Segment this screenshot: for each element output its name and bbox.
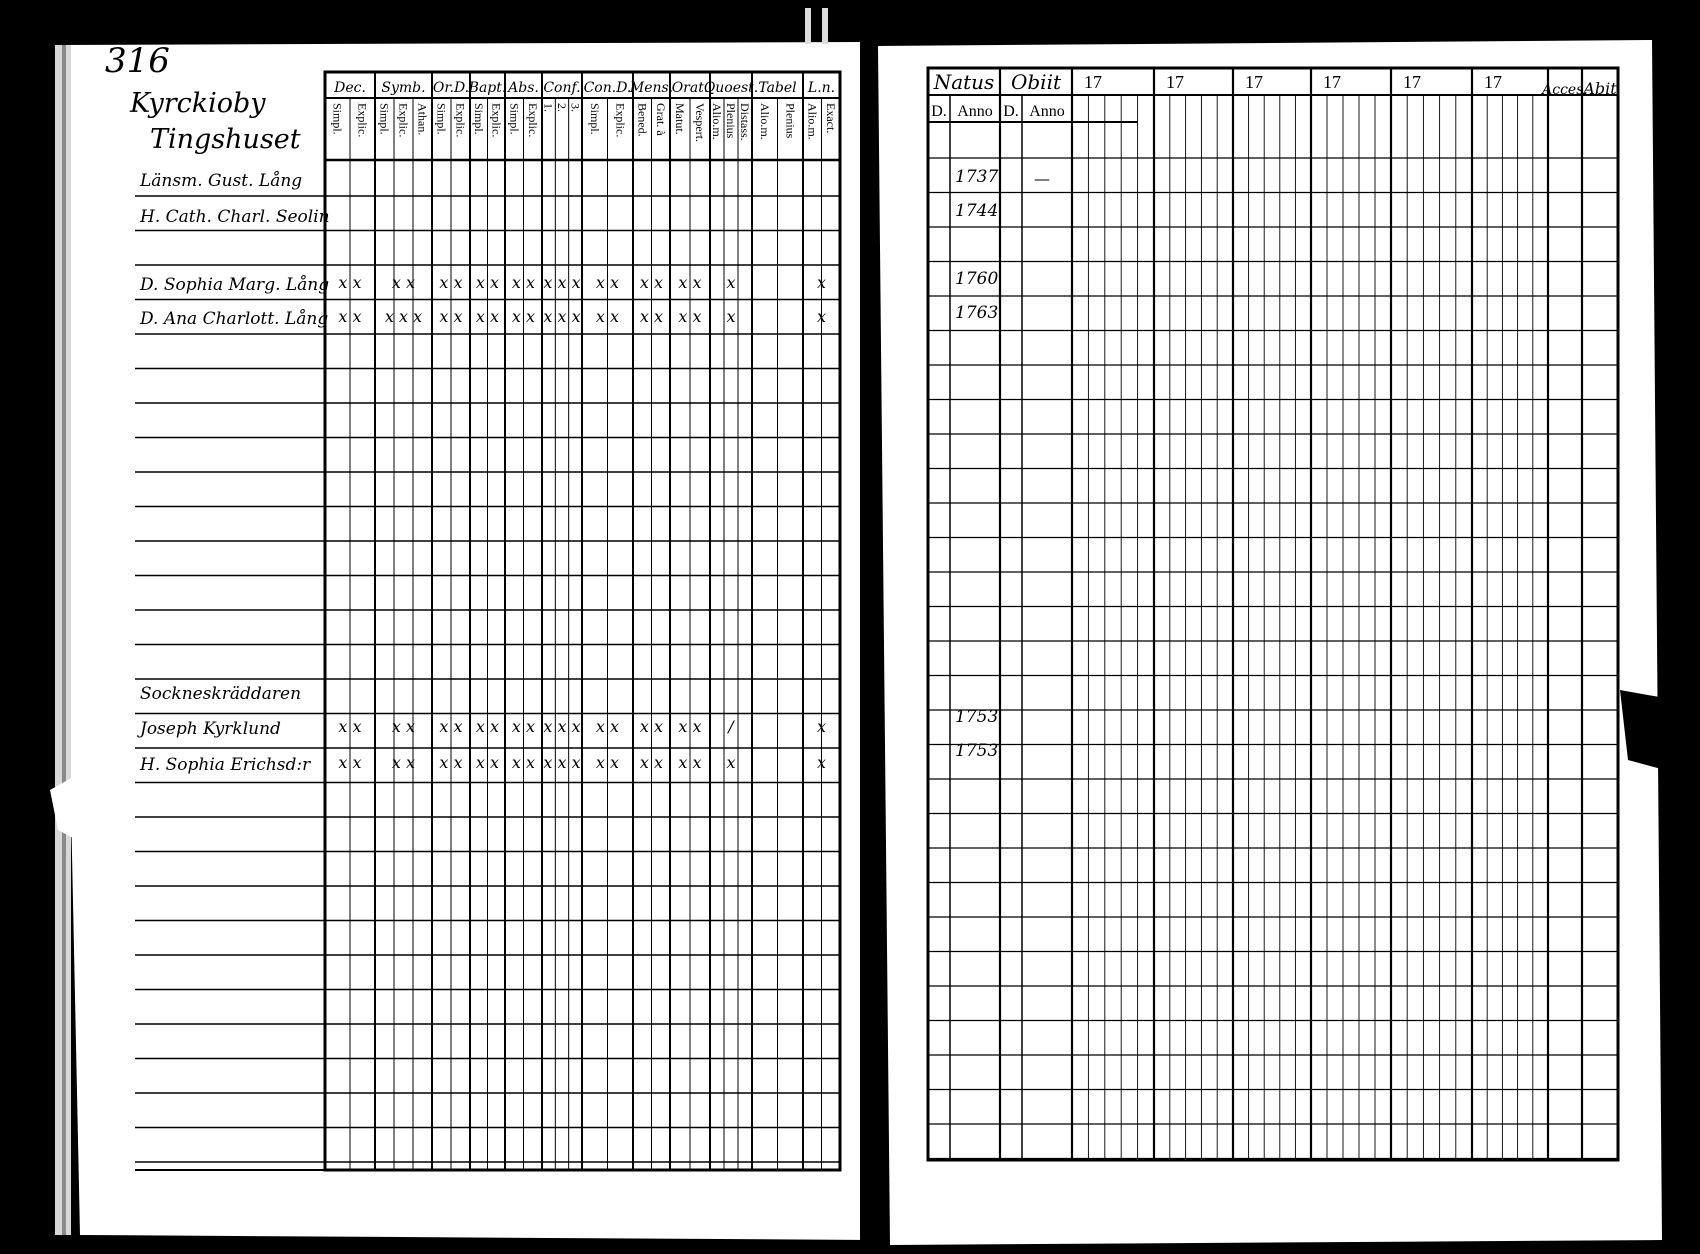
abit-header: Abit xyxy=(1583,79,1617,98)
exam-mark: x x xyxy=(595,717,620,736)
exam-mark: x x xyxy=(338,273,362,292)
exam-mark: x x xyxy=(639,753,664,772)
exam-mark: x x xyxy=(511,717,536,736)
exam-mark: x x xyxy=(338,307,362,326)
exam-mark: x x x xyxy=(543,717,581,736)
exam-mark: x x xyxy=(391,717,416,736)
column-group-quoest: Quoest. xyxy=(703,80,759,96)
exam-mark: x x xyxy=(678,273,702,292)
exam-mark: x x xyxy=(475,273,500,292)
exam-mark: x x xyxy=(338,753,362,772)
year-column-header: 17 xyxy=(1323,72,1341,92)
birth-year: 1760 xyxy=(955,269,999,289)
exam-mark: x x xyxy=(338,717,362,736)
sub-column-label: Athan. xyxy=(415,103,430,136)
exam-mark: x x xyxy=(475,717,500,736)
person-name: D. Sophia Marg. Lång xyxy=(140,275,330,295)
birth-year: 1744 xyxy=(955,201,999,221)
exam-mark: x x xyxy=(511,307,536,326)
obiit-dash: — xyxy=(1034,169,1050,188)
column-group-cond: Con.D. xyxy=(583,80,632,96)
column-group-symb: Symb. xyxy=(381,80,426,96)
exam-mark: x x xyxy=(391,273,416,292)
exam-mark: / xyxy=(728,717,734,736)
sub-column-label: Plenius xyxy=(783,103,798,139)
sub-column-label: Explic. xyxy=(396,103,411,138)
person-name: D. Ana Charlott. Lång xyxy=(140,309,329,329)
sub-column-label: Plenius xyxy=(724,103,738,139)
exam-mark: x x xyxy=(595,307,620,326)
natus-day-header: D. xyxy=(931,103,947,120)
sub-column-label: 3. xyxy=(568,103,583,112)
sub-column-label: Simpl. xyxy=(377,103,392,135)
exam-mark: x xyxy=(816,753,827,772)
exam-mark: x x xyxy=(475,753,500,772)
right-page xyxy=(878,40,1665,1245)
sub-column-label: 1. xyxy=(541,103,556,112)
exam-mark: x x x xyxy=(384,307,423,326)
column-group-conf: Conf. xyxy=(543,80,581,96)
sub-column-label: Explic. xyxy=(355,103,370,138)
exam-mark: x x xyxy=(475,307,500,326)
obiit-header: Obiit xyxy=(1010,70,1062,94)
birth-year: 1753 xyxy=(955,741,999,761)
sub-column-label: 2. xyxy=(555,103,569,112)
year-column-header: 17 xyxy=(1245,72,1263,92)
obiit-day-header: D. xyxy=(1003,103,1019,120)
exam-mark: x x x xyxy=(543,273,581,292)
accessit-header: Acces. xyxy=(1542,82,1588,98)
sub-column-label: Simpl. xyxy=(330,103,345,135)
sub-column-label: Grat. à xyxy=(653,103,668,136)
exam-mark: x x xyxy=(678,753,702,772)
sub-column-label: Simpl. xyxy=(434,103,449,135)
sub-column-label: Alio.m. xyxy=(757,103,772,140)
natus-year-header: Anno xyxy=(957,103,993,120)
sub-column-label: Explic. xyxy=(453,103,468,138)
natus-header: Natus xyxy=(933,70,995,94)
exam-mark: x xyxy=(816,717,827,736)
exam-mark: x x xyxy=(439,717,463,736)
year-column-header: 17 xyxy=(1403,72,1421,92)
birth-year: 1763 xyxy=(955,303,999,323)
sub-column-label: Vespert. xyxy=(693,103,707,142)
sub-column-label: Simpl. xyxy=(587,103,602,135)
exam-mark: x xyxy=(816,307,827,326)
sub-column-label: Simpl. xyxy=(471,103,486,135)
sub-column-label: Matut. xyxy=(673,103,687,135)
column-group-abs: Abs. xyxy=(508,80,539,96)
page-number: 316 xyxy=(105,41,170,81)
exam-mark: x x xyxy=(439,753,463,772)
exam-mark: x x x xyxy=(543,307,581,326)
sub-column-label: Explic. xyxy=(489,103,504,138)
birth-year: 1753 xyxy=(955,707,999,727)
person-name: Sockneskräddaren xyxy=(140,684,302,704)
person-name: Länsm. Gust. Lång xyxy=(140,171,303,191)
sub-column-label: Alio.m. xyxy=(805,103,820,140)
column-group-bapt: Bapt. xyxy=(468,80,507,96)
obiit-year-header: Anno xyxy=(1029,103,1065,120)
village-heading: Kyrckioby xyxy=(130,88,266,119)
year-column-header: 17 xyxy=(1484,72,1502,92)
sub-column-label: Alio.m. xyxy=(710,103,724,140)
exam-mark: x x xyxy=(511,273,536,292)
exam-mark: x x x xyxy=(543,753,581,772)
year-column-header: 17 xyxy=(1166,72,1184,92)
sub-column-label: Explic. xyxy=(525,103,540,138)
sub-column-label: Bened. xyxy=(635,103,650,137)
person-name: H. Cath. Charl. Seolin xyxy=(140,207,330,227)
exam-mark: x x xyxy=(439,307,463,326)
column-group-tabel: Tabel xyxy=(758,80,797,96)
column-group-ord: Or.D. xyxy=(432,80,470,96)
exam-mark: x x xyxy=(391,753,416,772)
exam-mark: x xyxy=(816,273,827,292)
exam-mark: x xyxy=(726,753,736,772)
exam-mark: x x xyxy=(678,717,702,736)
person-name: H. Sophia Erichsd:r xyxy=(140,755,311,775)
exam-mark: x x xyxy=(678,307,702,326)
column-group-ln: L.n. xyxy=(807,80,836,96)
exam-mark: x x xyxy=(595,273,620,292)
person-name: Joseph Kyrklund xyxy=(140,719,281,739)
sub-column-label: Explic. xyxy=(613,103,628,138)
sub-column-label: Exact. xyxy=(823,103,838,134)
sub-column-label: Distass. xyxy=(738,103,752,141)
exam-mark: x x xyxy=(639,307,664,326)
exam-mark: x x xyxy=(595,753,620,772)
left-page xyxy=(50,41,872,1240)
exam-mark: x x xyxy=(639,273,664,292)
house-heading: Tingshuset xyxy=(150,124,301,155)
birth-year: 1737 xyxy=(955,167,999,187)
exam-mark: x x xyxy=(511,753,536,772)
sub-column-label: Simpl. xyxy=(507,103,522,135)
column-group-mens: Mens. xyxy=(629,80,674,96)
exam-mark: x x xyxy=(439,273,463,292)
exam-mark: x x xyxy=(639,717,664,736)
exam-mark: x xyxy=(726,273,736,292)
year-column-header: 17 xyxy=(1084,72,1102,92)
column-group-orat: Orat. xyxy=(671,80,709,96)
column-group-dec: Dec. xyxy=(334,80,366,96)
exam-mark: x xyxy=(726,307,736,326)
